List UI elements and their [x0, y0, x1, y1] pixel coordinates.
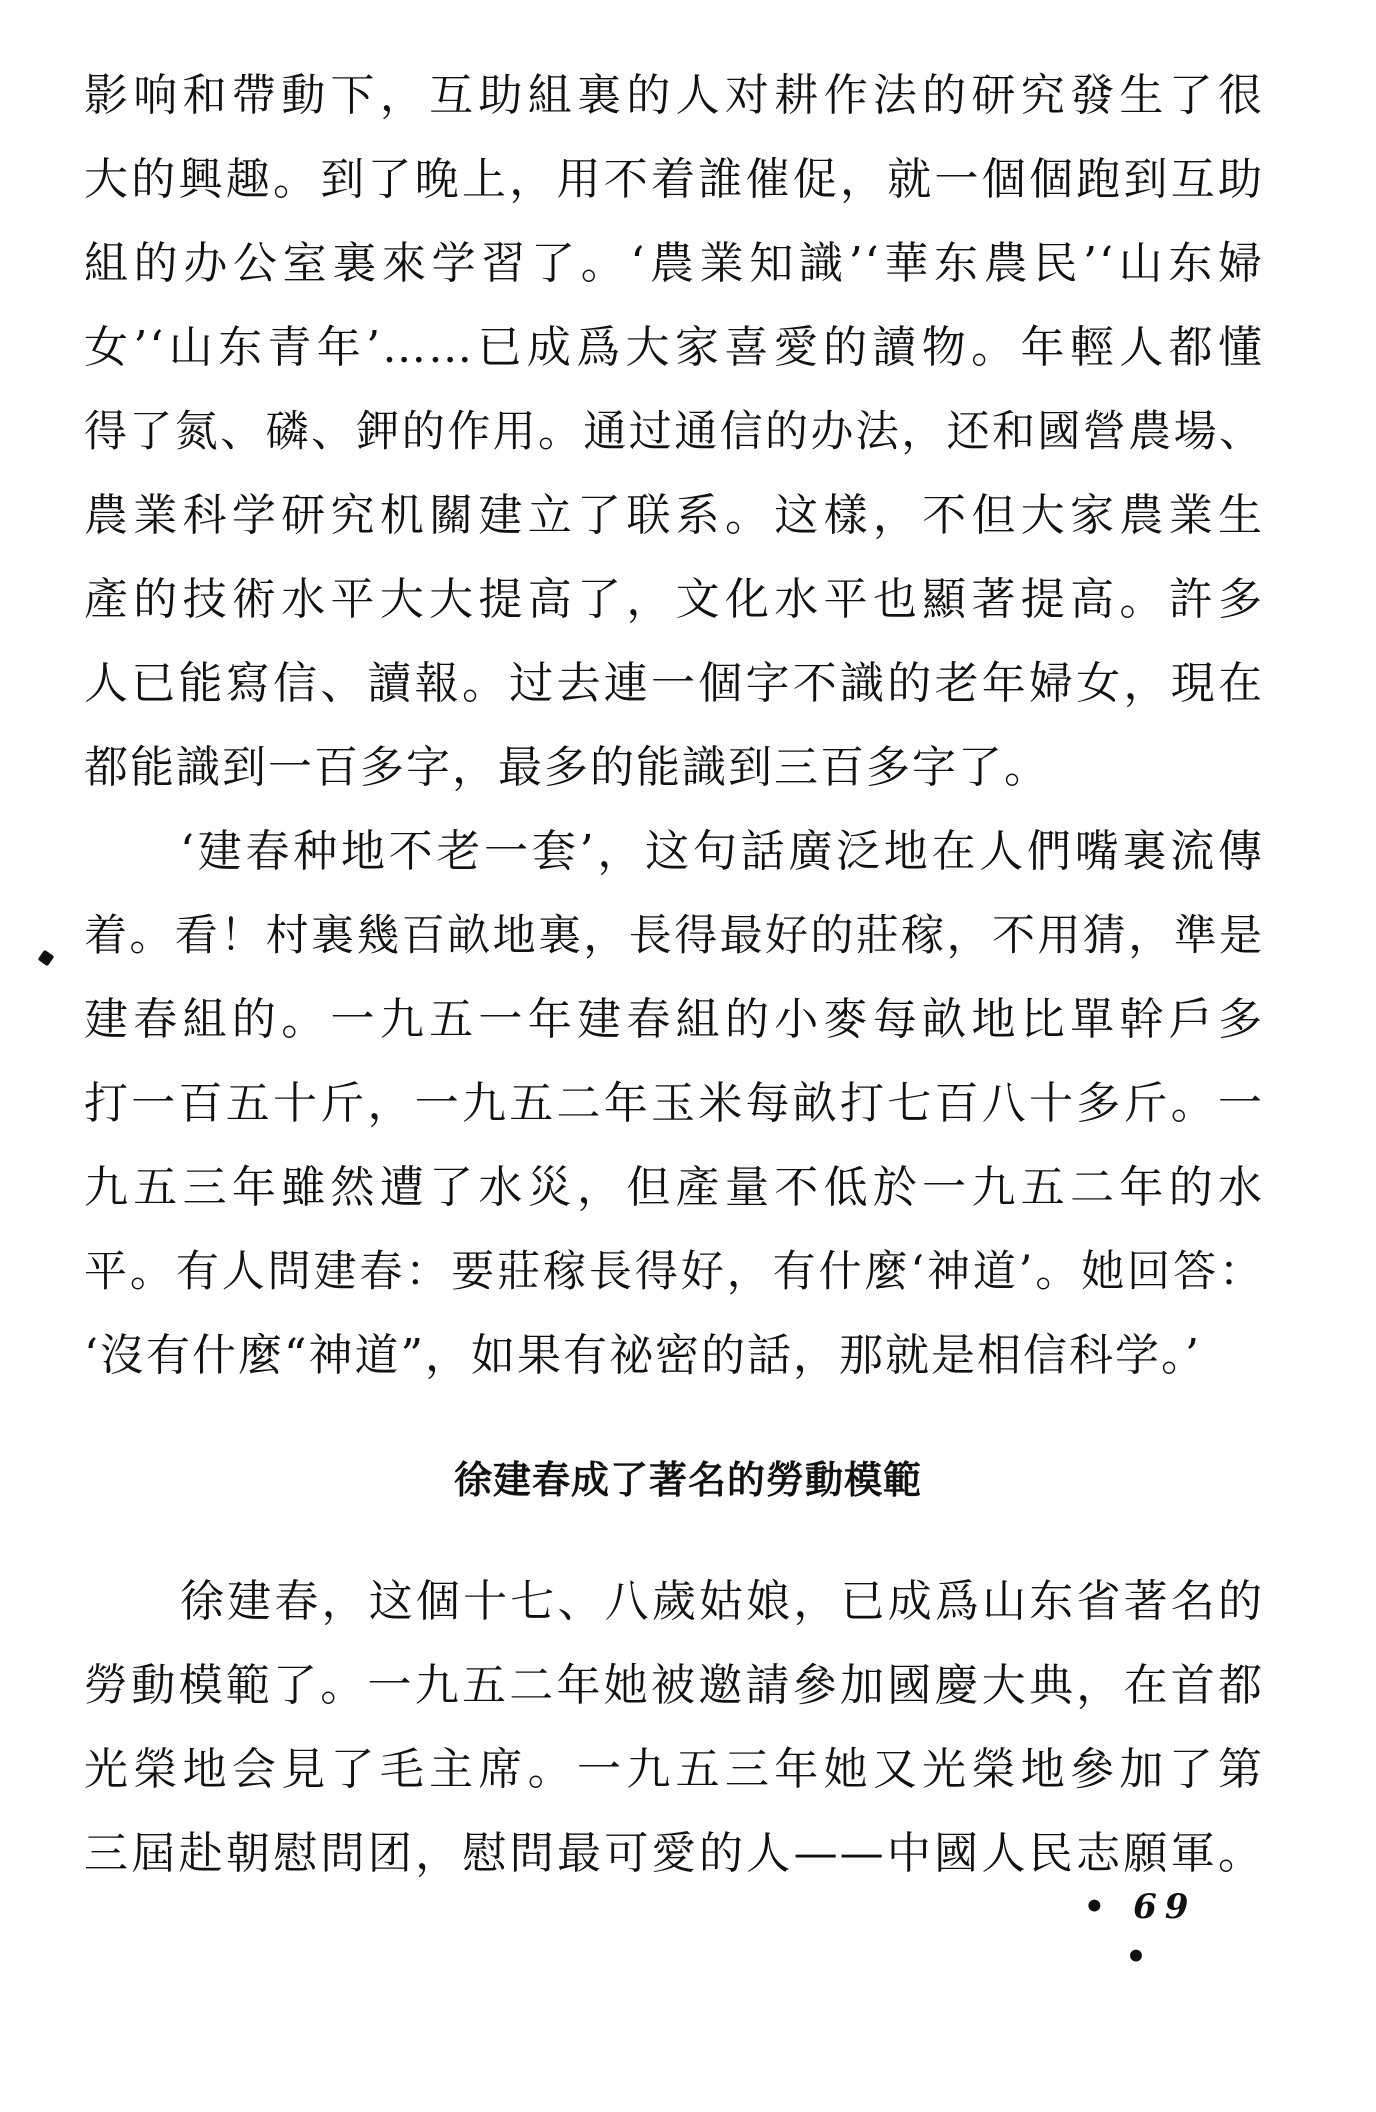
section-heading: 徐建春成了著名的勞動模範 — [453, 1458, 922, 1502]
text-line: 產的技術水平大大提高了，文化水平也顯著提高。許多 — [84, 574, 1264, 625]
text-line: 組的办公室裏來学習了。‘農業知識’‘華东農民’‘山东婦 — [84, 238, 1264, 289]
text-line: 女’‘山东青年’……已成爲大家喜愛的讀物。年輕人都懂 — [84, 322, 1264, 373]
paragraph-first-line: 徐建春，这個十七、八歲姑娘，已成爲山东省著名的 — [180, 1576, 1264, 1627]
text-line: 勞動模範了。一九五二年她被邀請參加國慶大典，在首都 — [84, 1660, 1264, 1711]
text-line: 人已能寫信、讀報。过去連一個字不識的老年婦女，現在 — [84, 658, 1264, 709]
text-line: 平。有人問建春：要莊稼長得好，有什麼‘神道’。她回答： — [84, 1247, 1264, 1297]
text-line: 着。看！村裏幾百畝地裏，長得最好的莊稼，不用猜，準是 — [84, 911, 1264, 961]
margin-mark — [38, 950, 55, 967]
text-line: 三屆赴朝慰問团，慰問最可愛的人——中國人民志願軍。 — [84, 1828, 1264, 1879]
text-line: 建春組的。一九五一年建春組的小麥每畝地比單幹戶多 — [84, 994, 1264, 1045]
text-line: 得了氮、磷、鉀的作用。通过通信的办法，还和國營農場、 — [84, 407, 1264, 457]
text-line: 農業科学研究机關建立了联系。这樣，不但大家農業生 — [84, 490, 1264, 541]
paragraph-first-line: ‘建春种地不老一套’，这句話廣泛地在人們嘴裏流傳 — [180, 826, 1264, 877]
text-line: 九五三年雖然遭了水災，但產量不低於一九五二年的水 — [84, 1162, 1264, 1213]
text-line: ‘沒有什麼“神道”，如果有祕密的話，那就是相信科学。’ — [84, 1330, 1201, 1381]
page-number: • 69 • — [1083, 1887, 1197, 1977]
text-line: 都能識到一百多字，最多的能識到三百多字了。 — [84, 742, 1050, 793]
text-line: 影响和帶動下，互助組裏的人对耕作法的研究發生了很 — [84, 70, 1264, 121]
text-line: 大的興趣。到了晚上，用不着誰催促，就一個個跑到互助 — [84, 154, 1264, 205]
text-line: 光榮地会見了毛主席。一九五三年她又光榮地參加了第 — [84, 1744, 1264, 1795]
text-line: 打一百五十斤，一九五二年玉米每畝打七百八十多斤。一 — [84, 1078, 1264, 1129]
